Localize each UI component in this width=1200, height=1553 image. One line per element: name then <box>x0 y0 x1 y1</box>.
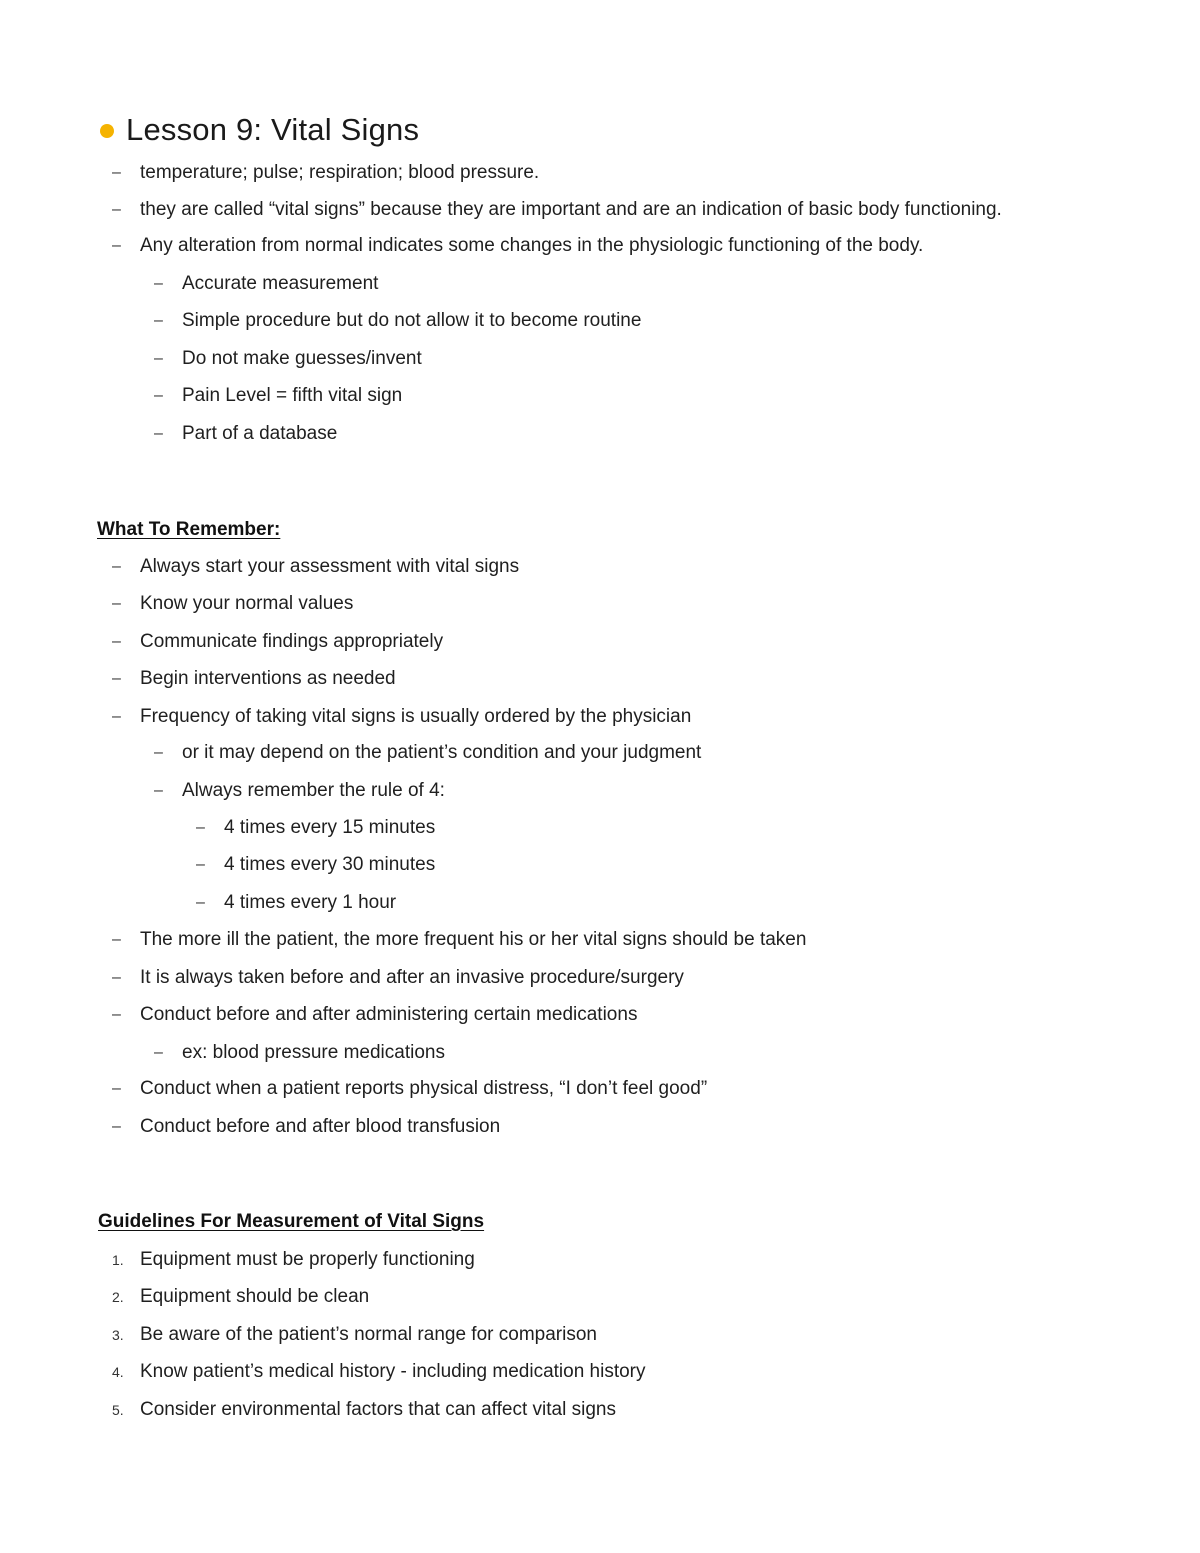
section-heading-remember: What To Remember: <box>97 519 281 540</box>
list-subitem: Pain Level = fifth vital sign <box>182 385 403 406</box>
list-item: Communicate findings appropriately <box>140 631 444 652</box>
list-subitem: or it may depend on the patient’s condition and your judgment <box>182 742 702 763</box>
dash-icon: – <box>154 275 163 292</box>
dash-icon: – <box>154 744 163 761</box>
list-item: Conduct before and after administering certain medications <box>140 1004 638 1025</box>
dash-icon: – <box>112 1118 121 1135</box>
list-item: It is always taken before and after an invasive procedure/surgery <box>140 967 684 988</box>
dash-icon: – <box>112 201 121 218</box>
list-item: Frequency of taking vital signs is usually ordered by the physician <box>140 706 692 727</box>
dash-icon: – <box>112 633 121 650</box>
list-number: 4. <box>112 1364 124 1380</box>
list-item: Conduct when a patient reports physical distress, “I don’t feel good” <box>140 1078 708 1099</box>
list-item: Always start your assessment with vital signs <box>140 556 520 577</box>
numbered-item: Be aware of the patient’s normal range for comparison <box>140 1324 597 1345</box>
list-subitem: Accurate measurement <box>182 273 379 294</box>
numbered-item: Consider environmental factors that can affect vital signs <box>140 1399 616 1420</box>
list-subitem: Part of a database <box>182 423 338 444</box>
numbered-item: Equipment must be properly functioning <box>140 1249 475 1270</box>
dash-icon: – <box>154 782 163 799</box>
list-number: 5. <box>112 1402 124 1418</box>
list-item: Begin interventions as needed <box>140 668 396 689</box>
dash-icon: – <box>112 969 121 986</box>
list-subsubitem: 4 times every 30 minutes <box>224 854 436 875</box>
list-item: Conduct before and after blood transfusion <box>140 1116 501 1137</box>
dash-icon: – <box>154 350 163 367</box>
dash-icon: – <box>196 819 205 836</box>
numbered-item: Know patient’s medical history - including medication history <box>140 1361 646 1382</box>
list-item: temperature; pulse; respiration; blood pressure. <box>140 162 540 183</box>
list-number: 2. <box>112 1289 124 1305</box>
list-number: 1. <box>112 1252 124 1268</box>
list-number: 3. <box>112 1327 124 1343</box>
list-item: Know your normal values <box>140 593 354 614</box>
dash-icon: – <box>154 387 163 404</box>
list-subitem: Always remember the rule of 4: <box>182 780 445 801</box>
dash-icon: – <box>112 931 121 948</box>
dash-icon: – <box>154 312 163 329</box>
page-title: Lesson 9: Vital Signs <box>126 112 420 147</box>
dash-icon: – <box>154 425 163 442</box>
lesson-title-row <box>100 108 419 152</box>
list-subitem: ex: blood pressure medications <box>182 1042 445 1063</box>
dash-icon: – <box>196 856 205 873</box>
dash-icon: – <box>112 708 121 725</box>
list-subsubitem: 4 times every 15 minutes <box>224 817 436 838</box>
list-subsubitem: 4 times every 1 hour <box>224 892 397 913</box>
list-subitem: Do not make guesses/invent <box>182 348 422 369</box>
dash-icon: – <box>112 670 121 687</box>
dash-icon: – <box>112 237 121 254</box>
list-item: Any alteration from normal indicates some changes in the physiologic functioning of the body. <box>140 235 924 256</box>
numbered-item: Equipment should be clean <box>140 1286 370 1307</box>
dash-icon: – <box>112 1080 121 1097</box>
title-bullet-icon <box>100 124 114 138</box>
dash-icon: – <box>196 894 205 911</box>
dash-icon: – <box>112 595 121 612</box>
list-item: The more ill the patient, the more frequent his or her vital signs should be taken <box>140 929 807 950</box>
dash-icon: – <box>112 1006 121 1023</box>
dash-icon: – <box>154 1044 163 1061</box>
list-subitem: Simple procedure but do not allow it to become routine <box>182 310 642 331</box>
list-item: they are called “vital signs” because they are important and are an indication of basic body functioning. <box>140 199 1002 220</box>
section-heading-guidelines: Guidelines For Measurement of Vital Signs <box>98 1211 485 1232</box>
dash-icon: – <box>112 164 121 181</box>
dash-icon: – <box>112 558 121 575</box>
